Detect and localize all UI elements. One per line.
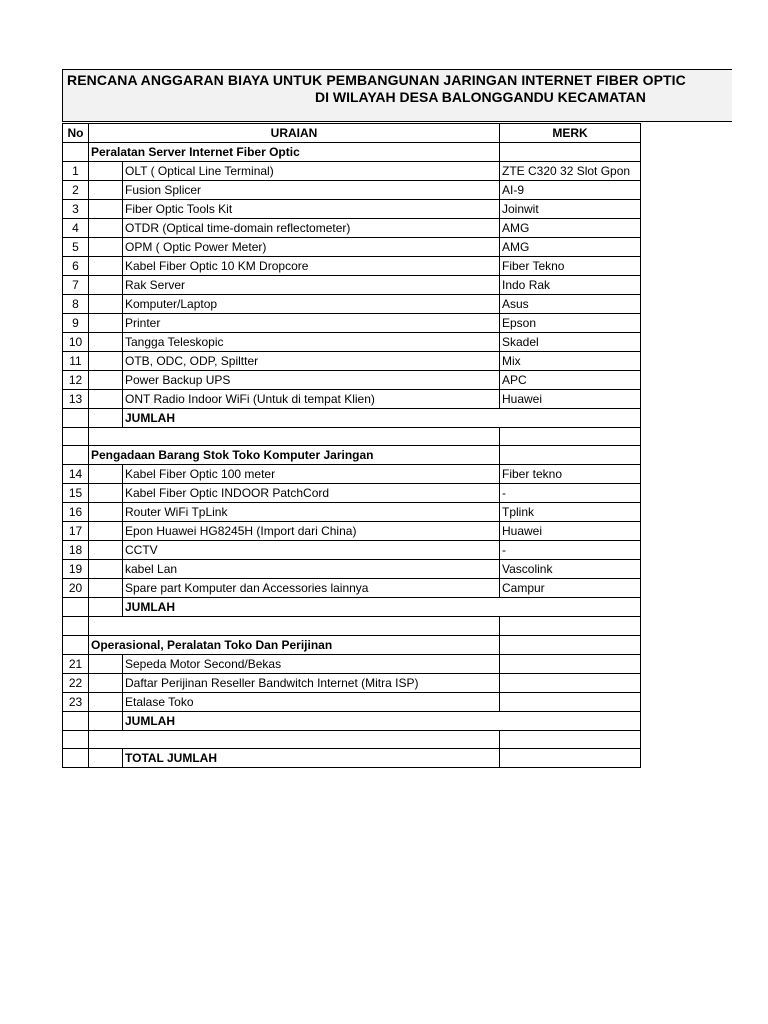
item-merk: Fiber Tekno xyxy=(500,257,641,276)
no-cell-empty xyxy=(63,598,89,617)
merk-cell-empty xyxy=(500,143,641,162)
column-header-merk: MERK xyxy=(500,124,641,143)
blank-cell xyxy=(89,730,500,748)
jumlah-label: JUMLAH xyxy=(123,598,641,617)
table-row xyxy=(63,673,641,692)
table-row xyxy=(63,465,641,484)
item-uraian: CCTV xyxy=(123,541,500,560)
item-uraian: Spare part Komputer dan Accessories lainnya xyxy=(123,579,500,598)
indent-cell xyxy=(89,257,123,276)
title-line-1: RENCANA ANGGARAN BIAYA UNTUK PEMBANGUNAN JARINGAN INTERNET FIBER OPTIC xyxy=(67,72,686,88)
item-merk: Skadel xyxy=(500,333,641,352)
table-row xyxy=(63,371,641,390)
item-no: 15 xyxy=(63,484,89,503)
table-header-row xyxy=(63,124,641,143)
item-uraian: Fusion Splicer xyxy=(123,181,500,200)
item-uraian: Komputer/Laptop xyxy=(123,295,500,314)
section-title-row xyxy=(63,143,641,162)
no-cell-empty xyxy=(63,749,89,768)
item-merk: Fiber tekno xyxy=(500,465,641,484)
jumlah-label: JUMLAH xyxy=(123,409,641,428)
indent-cell xyxy=(89,276,123,295)
item-no: 21 xyxy=(63,654,89,673)
item-merk: Epson xyxy=(500,314,641,333)
table-row xyxy=(63,162,641,181)
table-row xyxy=(63,390,641,409)
indent-cell xyxy=(89,692,123,711)
merk-cell-empty xyxy=(500,446,641,465)
blank-cell xyxy=(89,428,500,446)
no-cell-empty xyxy=(63,143,89,162)
item-merk: Vascolink xyxy=(500,560,641,579)
title-line-2: DI WILAYAH DESA BALONGGANDU KECAMATAN xyxy=(315,89,646,105)
item-no: 6 xyxy=(63,257,89,276)
table-row xyxy=(63,181,641,200)
item-uraian: OLT ( Optical Line Terminal) xyxy=(123,162,500,181)
budget-table-body xyxy=(63,124,641,768)
table-row xyxy=(63,352,641,371)
item-merk: - xyxy=(500,541,641,560)
item-merk: Huawei xyxy=(500,522,641,541)
table-row xyxy=(63,295,641,314)
item-merk: AMG xyxy=(500,238,641,257)
indent-cell xyxy=(89,598,123,617)
table-row xyxy=(63,314,641,333)
merk-cell-empty xyxy=(500,730,641,748)
item-no: 5 xyxy=(63,238,89,257)
item-no: 9 xyxy=(63,314,89,333)
jumlah-row xyxy=(63,711,641,730)
indent-cell xyxy=(89,541,123,560)
indent-cell xyxy=(89,352,123,371)
table-row xyxy=(63,200,641,219)
item-merk: Joinwit xyxy=(500,200,641,219)
table-row xyxy=(63,692,641,711)
blank-cell xyxy=(89,617,500,635)
blank-row xyxy=(63,428,641,446)
item-merk: Huawei xyxy=(500,390,641,409)
table-row xyxy=(63,560,641,579)
item-merk xyxy=(500,654,641,673)
table-row xyxy=(63,522,641,541)
item-merk: AI-9 xyxy=(500,181,641,200)
indent-cell xyxy=(89,181,123,200)
item-merk: - xyxy=(500,484,641,503)
item-no: 14 xyxy=(63,465,89,484)
no-cell-empty xyxy=(63,617,89,635)
table-row xyxy=(63,503,641,522)
item-merk xyxy=(500,692,641,711)
item-no: 10 xyxy=(63,333,89,352)
column-header-uraian: URAIAN xyxy=(89,124,500,143)
item-merk: AMG xyxy=(500,219,641,238)
section-title-row xyxy=(63,635,641,654)
item-uraian: Daftar Perijinan Reseller Bandwitch Internet (Mitra ISP) xyxy=(123,673,500,692)
item-uraian: Router WiFi TpLink xyxy=(123,503,500,522)
no-cell-empty xyxy=(63,409,89,428)
item-merk: Mix xyxy=(500,352,641,371)
document-title-block xyxy=(62,69,732,122)
no-cell-empty xyxy=(63,446,89,465)
jumlah-row xyxy=(63,409,641,428)
table-row xyxy=(63,257,641,276)
indent-cell xyxy=(89,749,123,768)
item-no: 1 xyxy=(63,162,89,181)
merk-cell-empty xyxy=(500,635,641,654)
item-merk: APC xyxy=(500,371,641,390)
total-label: TOTAL JUMLAH xyxy=(123,749,500,768)
item-no: 22 xyxy=(63,673,89,692)
item-no: 8 xyxy=(63,295,89,314)
item-no: 12 xyxy=(63,371,89,390)
item-uraian: kabel Lan xyxy=(123,560,500,579)
merk-cell-empty xyxy=(500,428,641,446)
jumlah-row xyxy=(63,598,641,617)
item-merk: Indo Rak xyxy=(500,276,641,295)
table-row xyxy=(63,579,641,598)
indent-cell xyxy=(89,673,123,692)
no-cell-empty xyxy=(63,711,89,730)
indent-cell xyxy=(89,238,123,257)
item-uraian: ONT Radio Indoor WiFi (Untuk di tempat Klien) xyxy=(123,390,500,409)
indent-cell xyxy=(89,295,123,314)
item-uraian: OPM ( Optic Power Meter) xyxy=(123,238,500,257)
item-uraian: Kabel Fiber Optic 10 KM Dropcore xyxy=(123,257,500,276)
item-no: 2 xyxy=(63,181,89,200)
table-row xyxy=(63,276,641,295)
indent-cell xyxy=(89,409,123,428)
item-merk: Campur xyxy=(500,579,641,598)
item-uraian: Etalase Toko xyxy=(123,692,500,711)
item-uraian: Tangga Teleskopic xyxy=(123,333,500,352)
item-merk: Asus xyxy=(500,295,641,314)
no-cell-empty xyxy=(63,730,89,748)
indent-cell xyxy=(89,465,123,484)
table-row xyxy=(63,654,641,673)
no-cell-empty xyxy=(63,635,89,654)
item-no: 23 xyxy=(63,692,89,711)
item-uraian: Sepeda Motor Second/Bekas xyxy=(123,654,500,673)
no-cell-empty xyxy=(63,428,89,446)
item-no: 20 xyxy=(63,579,89,598)
jumlah-label: JUMLAH xyxy=(123,711,641,730)
item-no: 7 xyxy=(63,276,89,295)
item-uraian: Epon Huawei HG8245H (Import dari China) xyxy=(123,522,500,541)
item-uraian: OTB, ODC, ODP, Spiltter xyxy=(123,352,500,371)
table-row xyxy=(63,541,641,560)
indent-cell xyxy=(89,200,123,219)
item-uraian: OTDR (Optical time-domain reflectometer) xyxy=(123,219,500,238)
indent-cell xyxy=(89,219,123,238)
merk-cell-empty xyxy=(500,749,641,768)
indent-cell xyxy=(89,560,123,579)
table-row xyxy=(63,238,641,257)
budget-table xyxy=(62,123,641,768)
indent-cell xyxy=(89,711,123,730)
item-no: 18 xyxy=(63,541,89,560)
table-row xyxy=(63,333,641,352)
column-header-no: No xyxy=(63,124,89,143)
indent-cell xyxy=(89,162,123,181)
indent-cell xyxy=(89,390,123,409)
item-no: 4 xyxy=(63,219,89,238)
indent-cell xyxy=(89,654,123,673)
item-no: 3 xyxy=(63,200,89,219)
item-uraian: Kabel Fiber Optic INDOOR PatchCord xyxy=(123,484,500,503)
total-row xyxy=(63,749,641,768)
blank-row xyxy=(63,730,641,748)
indent-cell xyxy=(89,333,123,352)
indent-cell xyxy=(89,484,123,503)
item-merk: Tplink xyxy=(500,503,641,522)
section-title-row xyxy=(63,446,641,465)
merk-cell-empty xyxy=(500,617,641,635)
item-uraian: Printer xyxy=(123,314,500,333)
indent-cell xyxy=(89,371,123,390)
item-no: 11 xyxy=(63,352,89,371)
indent-cell xyxy=(89,522,123,541)
item-no: 19 xyxy=(63,560,89,579)
item-merk xyxy=(500,673,641,692)
indent-cell xyxy=(89,579,123,598)
item-no: 17 xyxy=(63,522,89,541)
indent-cell xyxy=(89,503,123,522)
item-uraian: Kabel Fiber Optic 100 meter xyxy=(123,465,500,484)
section-title: Operasional, Peralatan Toko Dan Perijinan xyxy=(89,635,500,654)
item-merk: ZTE C320 32 Slot Gpon xyxy=(500,162,641,181)
item-uraian: Power Backup UPS xyxy=(123,371,500,390)
section-title: Peralatan Server Internet Fiber Optic xyxy=(89,143,500,162)
indent-cell xyxy=(89,314,123,333)
section-title: Pengadaan Barang Stok Toko Komputer Jaringan xyxy=(89,446,500,465)
item-no: 16 xyxy=(63,503,89,522)
item-uraian: Rak Server xyxy=(123,276,500,295)
item-no: 13 xyxy=(63,390,89,409)
table-row xyxy=(63,484,641,503)
item-uraian: Fiber Optic Tools Kit xyxy=(123,200,500,219)
table-row xyxy=(63,219,641,238)
blank-row xyxy=(63,617,641,635)
